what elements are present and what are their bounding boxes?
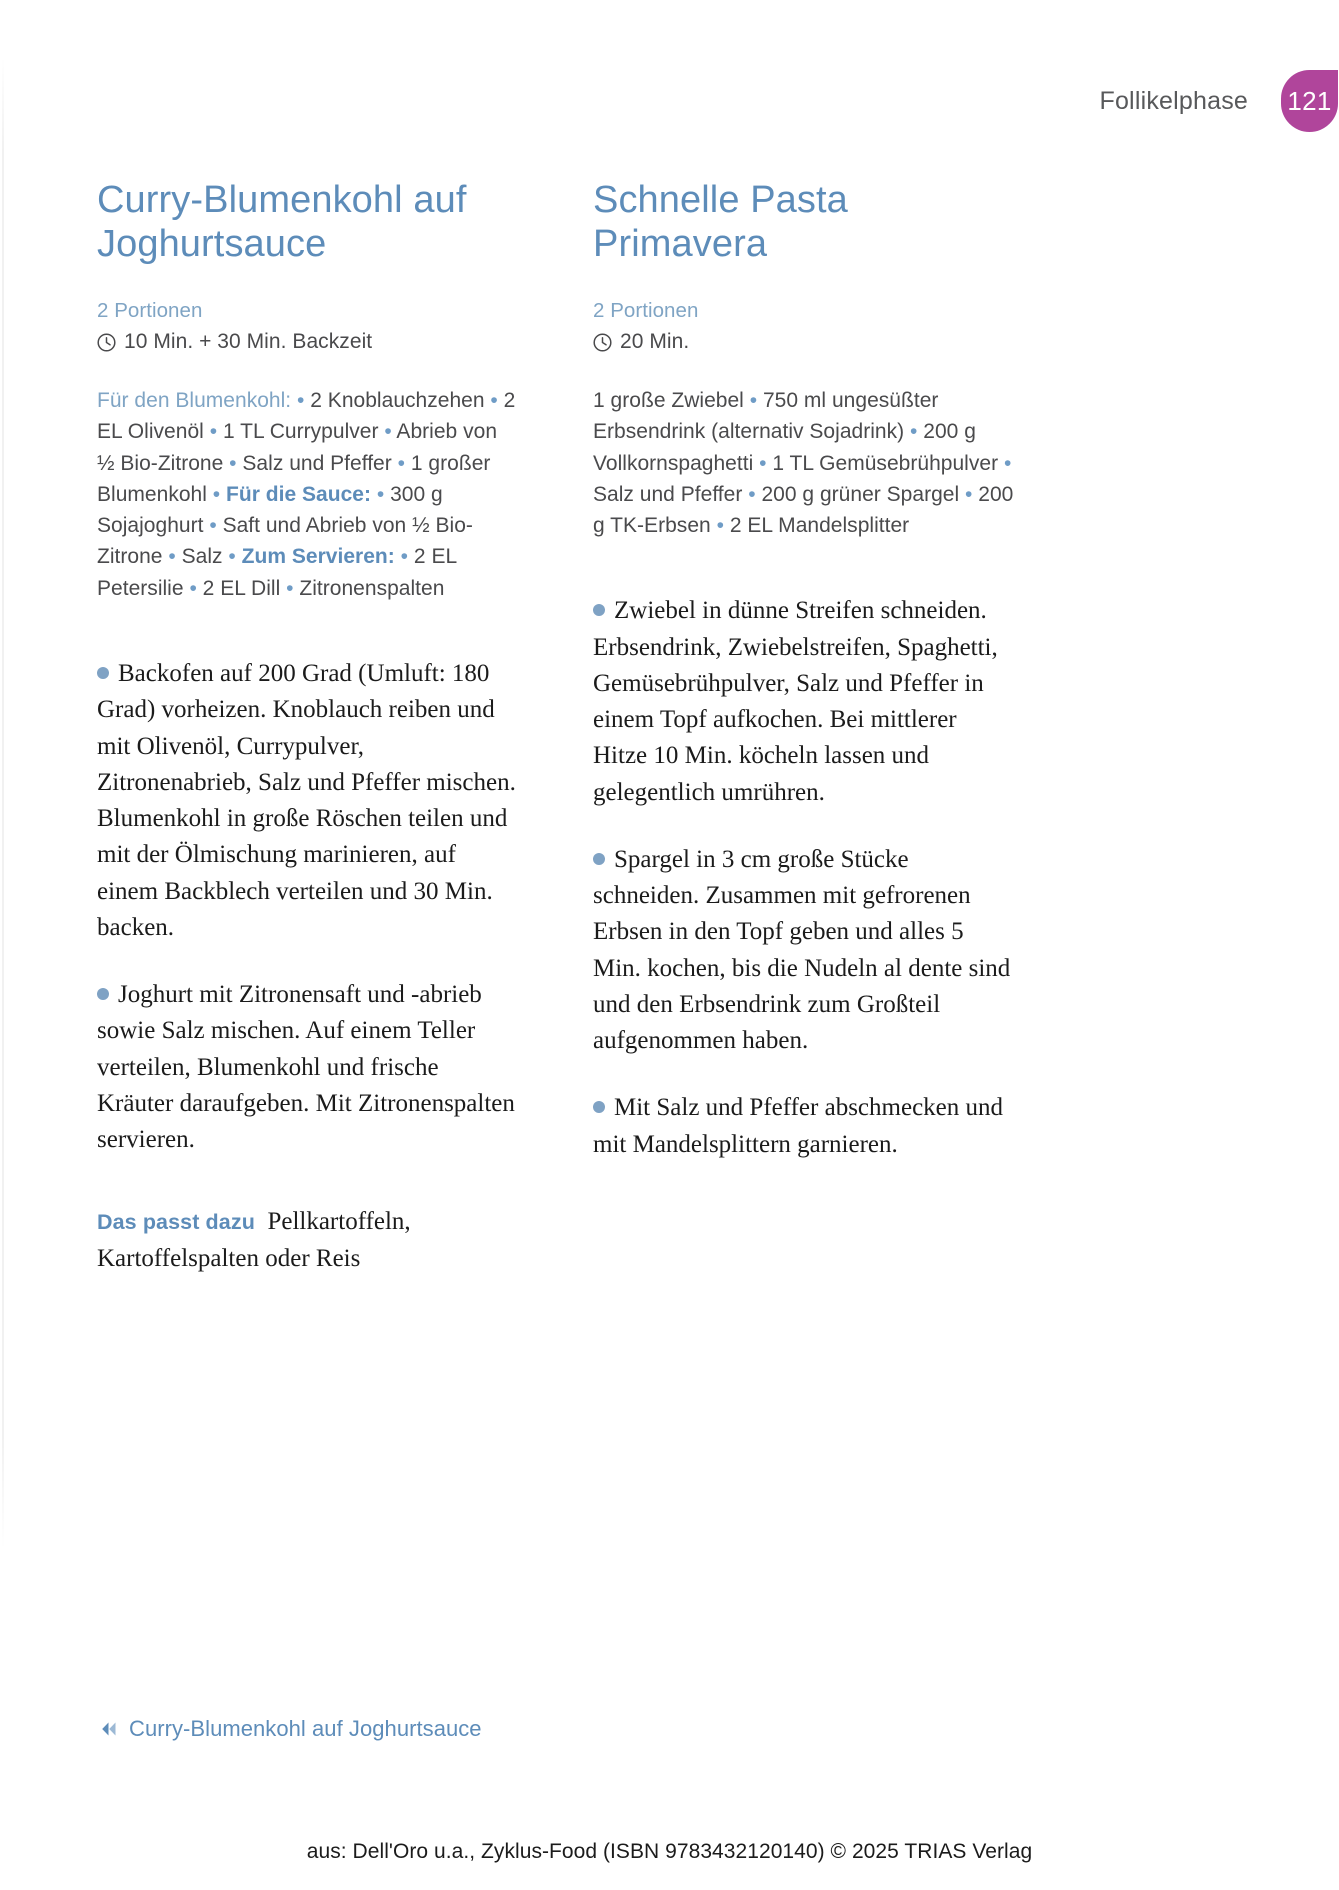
instruction-step-text: Backofen auf 200 Grad (Umluft: 180 Grad) vorheizen. Knoblauch reiben und mit Olivenöl, Currypulver, Zitronenabrieb, Salz und Pfeffer mischen. Blumenkohl in große Röschen teilen und mit der Ölmischung marinieren, auf einem Backblech verteilen und 30 Min. backen. (97, 660, 516, 941)
ingredient-sep: • (397, 451, 406, 475)
ingredient-head-bold: Für die Sauce: (226, 482, 372, 506)
recipe-title: Schnelle Pasta Primavera (593, 179, 848, 266)
ingredient-sep: • (490, 389, 498, 413)
instruction-step-text: Joghurt mit Zitronensaft und -abrieb sowie Salz mischen. Auf einem Teller verteilen, Blumenkohl und frische Kräuter daraufgeben. Mit Zitronenspalten servieren. (97, 981, 515, 1154)
instruction-step (97, 977, 519, 1158)
ingredient-sep: • (286, 576, 294, 600)
ingredients-list (593, 385, 1015, 541)
ingredient-sep: • (749, 389, 758, 413)
ingredient-sep: • (759, 451, 767, 475)
serving-suggestion (97, 1204, 519, 1277)
ingredient-sep: • (209, 420, 218, 444)
ingredient-sep: • (168, 545, 176, 569)
ingredient-sep: • (297, 389, 305, 413)
clock-icon (97, 333, 116, 352)
ingredient-item: 2 EL Olivenöl (97, 389, 516, 444)
ingredient-item: 200 g TK-Erbsen (593, 482, 1014, 538)
ingredient-head-bold: Zum Servieren: (241, 545, 395, 569)
ingredient-sep: • (384, 420, 392, 444)
page-binding-edge (2, 0, 4, 1890)
instruction-step (97, 656, 519, 946)
ingredient-item: Abrieb von ½ Bio-Zitrone (97, 420, 498, 475)
running-head-label: Follikelphase (1099, 86, 1248, 115)
ingredient-sep: • (229, 451, 237, 475)
instruction-step (593, 1090, 1015, 1163)
running-head (1099, 70, 1339, 132)
ingredient-item: 1 große Zwiebel (593, 389, 744, 413)
ingredient-item: Salz (181, 545, 223, 569)
ingredient-head: Für den Blumenkohl: (97, 389, 292, 413)
footer-nav-link[interactable] (98, 1718, 482, 1740)
instruction-step (593, 593, 1015, 811)
instruction-step (593, 842, 1015, 1060)
recipe-portions: 2 Portionen (593, 299, 699, 323)
recipe-portions: 2 Portionen (97, 299, 203, 323)
ingredient-item: 2 Knoblauchzehen (310, 389, 485, 413)
recipe-columns (97, 178, 1243, 1277)
instruction-step-text: Mit Salz und Pfeffer abschmecken und mit Mandelsplittern garnieren. (593, 1094, 1004, 1158)
ingredient-item: Saft und Abrieb von ½ Bio-Zitrone (97, 514, 473, 569)
step-bullet-icon (593, 853, 605, 865)
ingredient-item: 2 EL Dill (202, 576, 281, 600)
ingredient-sep: • (716, 514, 724, 538)
ingredient-item: 750 ml ungesüßter Erbsendrink (alternativ Sojadrink) (593, 389, 939, 444)
step-bullet-icon (97, 667, 109, 679)
ingredient-sep: • (748, 482, 756, 506)
step-bullet-icon (593, 1101, 605, 1113)
ingredient-sep: • (189, 576, 197, 600)
instruction-steps (593, 593, 1015, 1163)
step-bullet-icon (97, 988, 109, 1000)
footer-nav-label: Curry-Blumenkohl auf Joghurtsauce (129, 1716, 482, 1741)
ingredients-list (97, 385, 519, 604)
ingredient-sep: • (965, 482, 973, 506)
ingredient-item: Salz und Pfeffer (242, 451, 392, 475)
ingredient-sep: • (209, 514, 217, 538)
clock-icon (593, 333, 612, 352)
ingredient-item: 200 g grüner Spargel (761, 482, 960, 506)
ingredient-item: 2 EL Mandelsplitter (729, 514, 910, 538)
page-number-badge (1281, 70, 1338, 132)
serving-suggestion-text: Pellkartoffeln, Kartoffelspalten oder Reis (97, 1208, 411, 1272)
recipe-time-label: 10 Min. + 30 Min. Backzeit (124, 330, 373, 354)
recipe-time (97, 327, 519, 357)
double-chevron-left-icon (98, 1718, 120, 1740)
recipe-time (593, 327, 1015, 357)
recipe-column-right (593, 178, 1015, 1277)
ingredient-item: 1 TL Gemüsebrühpulver (772, 451, 999, 475)
ingredient-sep: • (212, 482, 221, 506)
recipe-title: Curry-Blumenkohl auf Joghurtsauce (97, 179, 467, 266)
ingredient-sep: • (400, 545, 409, 569)
ingredient-item: Zitronenspalten (299, 576, 445, 600)
recipe-column-left (97, 178, 519, 1277)
ingredient-sep: • (376, 482, 385, 506)
source-attribution: aus: Dell'Oro u.a., Zyklus-Food (ISBN 9783432120140) © 2025 TRIAS Verlag (306, 1840, 1033, 1863)
instruction-steps (97, 656, 519, 1158)
ingredient-item: 1 großer Blumenkohl (97, 451, 491, 506)
ingredient-item: 200 g Vollkornspaghetti (593, 420, 976, 475)
ingredient-sep: • (228, 545, 236, 569)
page-number: 121 (1287, 86, 1332, 116)
instruction-step-text: Zwiebel in dünne Streifen schneiden. Erbsendrink, Zwiebelstreifen, Spaghetti, Gemüsebrühpulver, Salz und Pfeffer in einem Topf aufkochen. Bei mittlerer Hitze 10 Min. köcheln lassen und gelegentlich umrühren. (593, 597, 998, 806)
recipe-time-label: 20 Min. (620, 330, 690, 354)
ingredient-item: Salz und Pfeffer (593, 482, 743, 506)
serving-suggestion-label: Das passt dazu (97, 1210, 255, 1235)
ingredient-sep: • (910, 420, 918, 444)
step-bullet-icon (593, 604, 605, 616)
ingredient-sep: • (1003, 451, 1012, 475)
ingredient-item: 300 g Sojajoghurt (97, 482, 443, 538)
instruction-step-text: Spargel in 3 cm große Stücke schneiden. Zusammen mit gefrorenen Erbsen in den Topf geben und alles 5 Min. kochen, bis die Nudeln al dente sind und den Erbsendrink zum Großteil aufgenommen haben. (593, 845, 1011, 1055)
ingredient-item: 2 EL Petersilie (97, 545, 457, 600)
ingredient-item: 1 TL Currypulver (222, 420, 379, 444)
